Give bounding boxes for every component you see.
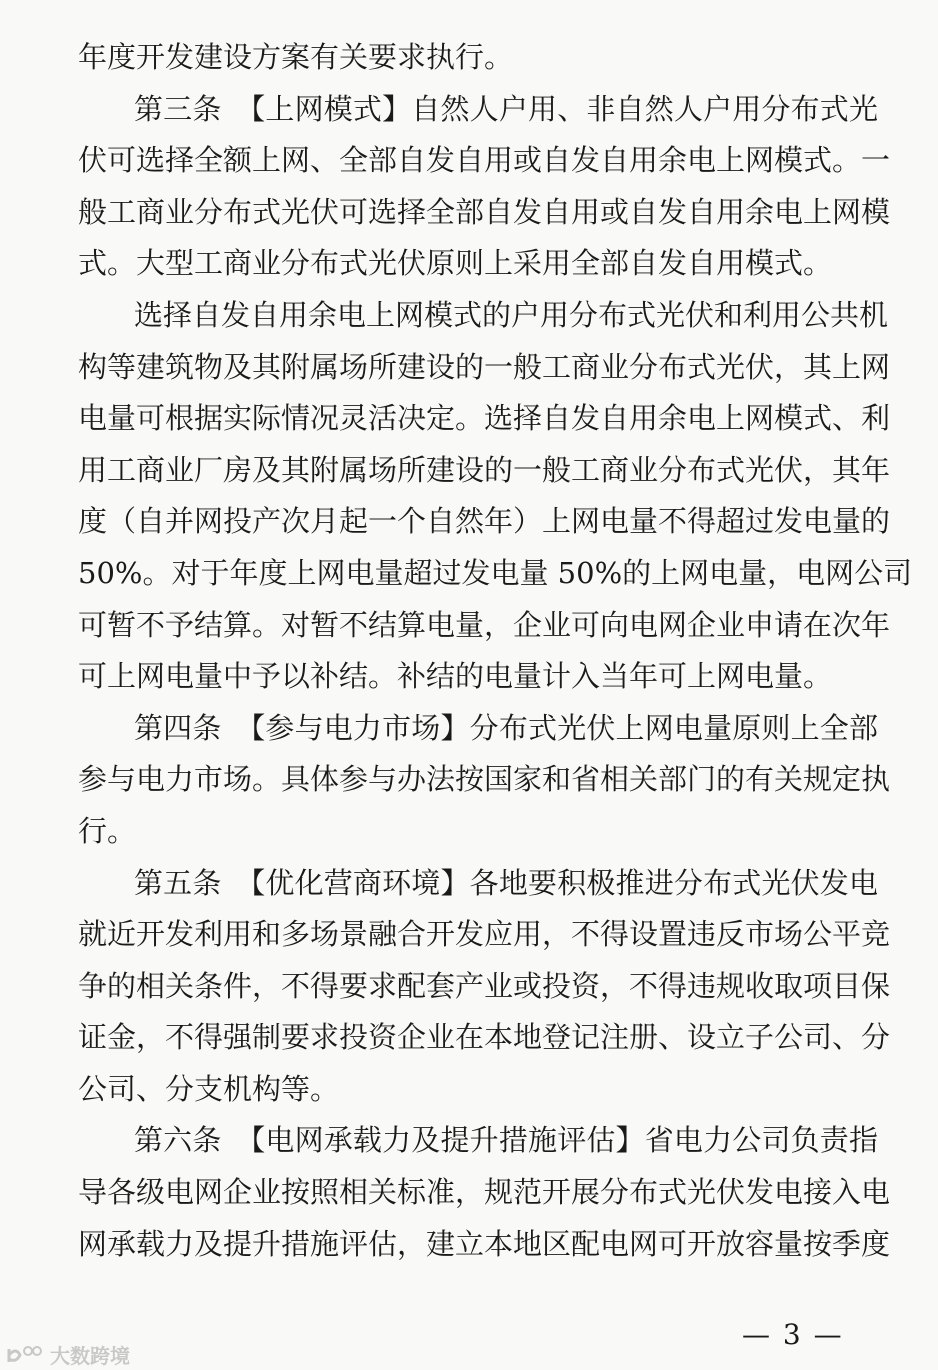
text-line: 第五条 【优化营商环境】各地要积极推进分布式光伏发电 <box>134 865 878 900</box>
text-line: 选择自发自用余电上网模式的户用分布式光伏和利用公共机 <box>134 297 889 332</box>
text-line: 构等建筑物及其附属场所建设的一般工商业分布式光伏，其上网 <box>78 349 891 384</box>
text-line: 年度开发建设方案有关要求执行。 <box>78 40 514 74</box>
text-line: 式。大型工商业分布式光伏原则上采用全部自发自用模式。 <box>78 246 833 281</box>
text-line: 电量可根据实际情况灵活决定。选择自发自用余电上网模式、利 <box>78 401 891 436</box>
text-line: 行。 <box>78 813 137 848</box>
text-line: 参与电力市场。具体参与办法按国家和省相关部门的有关规定执 <box>78 762 891 797</box>
text-line: 般工商业分布式光伏可选择全部自发自用或自发自用余电上网模 <box>78 194 891 229</box>
text-line: 就近开发利用和多场景融合开发应用，不得设置违反市场公平竞 <box>78 917 891 952</box>
watermark <box>6 1340 130 1369</box>
text-line: 第六条 【电网承载力及提升措施评估】省电力公司负责指 <box>134 1123 878 1158</box>
text-line: 用工商业厂房及其附属场所建设的一般工商业分布式光伏，其年 <box>78 452 891 487</box>
watermark-text: 大数跨境 <box>50 1344 130 1368</box>
text-line: 公司、分支机构等。 <box>78 1071 340 1106</box>
document-body <box>78 32 913 1270</box>
text-line: 可暂不予结算。对暂不结算电量，企业可向电网企业申请在次年 <box>78 607 891 642</box>
text-line: 50%。对于年度上网电量超过发电量 50%的上网电量，电网公司 <box>78 555 913 590</box>
text-line: 第三条 【上网模式】自然人户用、非自然人户用分布式光 <box>134 91 878 126</box>
text-line: 争的相关条件，不得要求配套产业或投资，不得违规收取项目保 <box>78 968 891 1003</box>
text-line: 伏可选择全额上网、全部自发自用或自发自用余电上网模式。一 <box>78 143 891 178</box>
text-line: 可上网电量中予以补结。补结的电量计入当年可上网电量。 <box>78 659 833 694</box>
text-line: 证金，不得强制要求投资企业在本地登记注册、设立子公司、分 <box>78 1020 891 1055</box>
text-line: 第四条 【参与电力市场】分布式光伏上网电量原则上全部 <box>134 710 878 745</box>
watermark-logo-icon <box>6 1345 44 1365</box>
page-number: — 3 — <box>742 1318 844 1351</box>
text-line: 导各级电网企业按照相关标准，规范开展分布式光伏发电接入电 <box>78 1175 891 1210</box>
text-line: 度（自并网投产次月起一个自然年）上网电量不得超过发电量的 <box>78 504 891 539</box>
text-line: 网承载力及提升措施评估，建立本地区配电网可开放容量按季度 <box>78 1226 891 1261</box>
